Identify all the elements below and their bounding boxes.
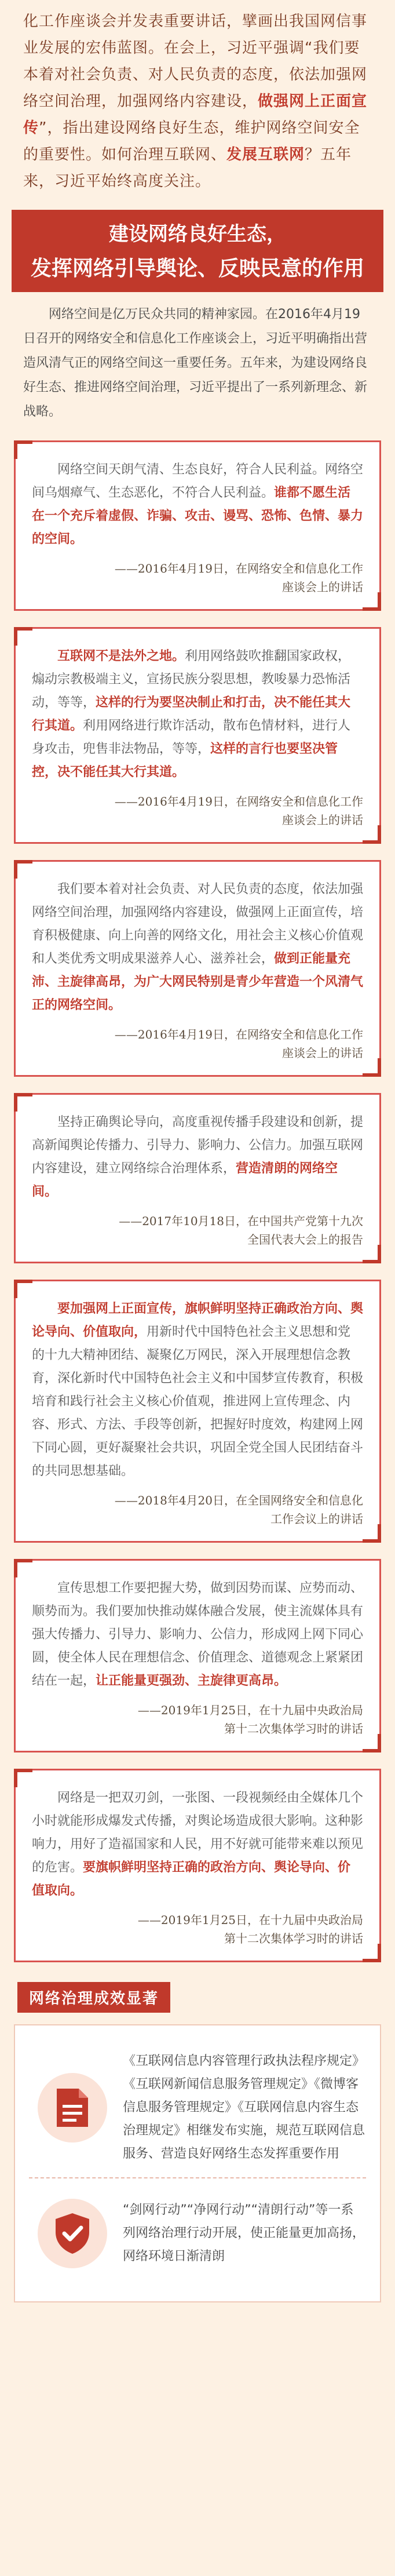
- quote-source: [32, 1025, 363, 1062]
- quote-card: [14, 1769, 381, 1962]
- banner-line-2: 发挥网络引导舆论、反映民意的作用: [30, 257, 364, 280]
- quote-card: [14, 860, 381, 1077]
- section-intro: 网络空间是亿万民众共同的精神家园。在2016年4月19日召开的网络安全和信息化工作座谈会上，习近平明确指出营造风清气正的网络空间这一重要任务。五年来，为建设网络良好生态、推进网络空间治理，习近平提出了一系列新理念、新战略。: [23, 307, 368, 419]
- icon-circle: [38, 2073, 107, 2143]
- quote-emphasis: 互联网不是法外之地。: [57, 649, 185, 664]
- result-text: 《互联网信息内容管理行政执法程序规定》《互联网新闻信息服务管理规定》《微博客信息服务管理规定》《互联网信息内容生态治理规定》相继发布实施，规范互联网信息服务、营造良好网络生态发挥重要作用: [123, 2054, 365, 2161]
- results-tag: 网络治理成效显著: [17, 1982, 170, 2013]
- quote-source: [32, 1491, 363, 1528]
- quote-card: [14, 627, 381, 844]
- corner-decoration: [363, 592, 381, 611]
- quote-source-line: 第十二次集体学习时的讲话: [224, 1932, 363, 1945]
- quote-text: 利用网络鼓吹推翻国家政权，煽动宗教极端主义，宣扬民族分裂思想，教唆暴力恐怖活动，等等，: [32, 649, 351, 710]
- intro-text: 化工作座谈会并发表重要讲话，擘画出我国网信事业发展的宏伟蓝图。在会上，习近平强调“我们要本着对社会负责、对人民负责的态度，依法加强网络空间治理，加强网络内容建设，做强网上正面宣传”，指出建设网络良好生态，维护网络空间安全的重要性。如何治理互联网、发展互联网？五年来，习近平始终高度关注。: [23, 13, 368, 190]
- quote-emphasis: 要加强网上正面宣传，旗帜鲜明坚持正确政治方向、舆论导向、价值取向，: [32, 1302, 364, 1339]
- quote-source-line: 全国代表大会上的报告: [247, 1233, 363, 1247]
- quote-source-line: 座谈会上的讲话: [282, 580, 363, 594]
- quote-source-line: ——2016年4月19日，在网络安全和信息化工作: [114, 562, 363, 575]
- quote-text: 网络空间天朗气清、生态良好，符合人民利益。网络空间乌烟瘴气、生态恶化，不符合人民利益。: [32, 462, 364, 500]
- shield-check-icon: [29, 2190, 116, 2277]
- result-item: [29, 2038, 366, 2177]
- icon-circle: [38, 2199, 107, 2268]
- quote-card: [14, 1280, 381, 1543]
- intro-paragraph: [0, 0, 395, 195]
- quote-text: 用新时代中国特色社会主义思想和党的十九大精神团结、凝聚亿万网民，深入开展理想信念教育，深化新时代中国特色社会主义和中国梦宣传教育，积极培育和践行社会主义核心价值观，推进网上宣传理念、内容、形式、方法、手段等创新，把握好时度效，构建网上网下同心圆，更好凝聚社会共识，巩固全党全国人民团结奋斗的共同思想基础。: [32, 1325, 364, 1478]
- corner-decoration: [14, 627, 32, 646]
- corner-decoration: [14, 1769, 32, 1787]
- quote-body: [32, 1577, 363, 1693]
- corner-decoration: [14, 860, 32, 879]
- document-icon-graphic: [54, 2086, 90, 2129]
- corner-decoration: [363, 1944, 381, 1962]
- document-icon: [29, 2064, 116, 2151]
- quote-source-line: 座谈会上的讲话: [282, 813, 363, 827]
- quote-body: [32, 1111, 363, 1204]
- intro-highlight: 做强网上正面宣传: [23, 93, 368, 137]
- quote-text: 坚持正确舆论导向，高度重视传播手段建设和创新，提高新闻舆论传播力、引导力、影响力、公信力。加强互联网内容建设，建立网络综合治理体系，: [32, 1115, 364, 1176]
- quote-source-line: ——2016年4月19日，在网络安全和信息化工作: [114, 1028, 363, 1041]
- quote-emphasis: 这样的行为要坚决制止和打击，决不能任其大行其道。: [32, 695, 351, 733]
- shield-check-icon-graphic: [53, 2211, 92, 2256]
- quote-body: [32, 1787, 363, 1903]
- quote-card: [14, 1559, 381, 1752]
- quote-emphasis: 这样的言行也要坚决管控，决不能任其大行其道。: [32, 742, 338, 779]
- corner-decoration: [363, 1734, 381, 1752]
- corner-decoration: [363, 1058, 381, 1077]
- quote-text: 宣传思想工作要把握大势，做到因势而谋、应势而动、顺势而为。我们要加快推动媒体融合发展，使主流媒体具有强大传播力、引导力、影响力、公信力，形成网上网下同心圆，使全体人民在理想信念、价值理念、道德观念上紧紧团结在一起，: [32, 1581, 364, 1688]
- quote-card: [14, 440, 381, 611]
- quote-body: [32, 458, 363, 551]
- quote-body: [32, 878, 363, 1017]
- result-text: “剑网行动”“净网行动”“清朗行动”等一系列网络治理行动开展，使正能量更加高扬，网络环境日渐清朗: [123, 2203, 365, 2264]
- corner-decoration: [14, 1093, 32, 1112]
- quote-emphasis: 让正能量更强劲、主旋律更高昂。: [96, 1674, 287, 1688]
- quote-body: [32, 645, 363, 784]
- quote-source-line: ——2016年4月19日，在网络安全和信息化工作: [114, 795, 363, 808]
- quote-source-line: 座谈会上的讲话: [282, 1046, 363, 1060]
- intro-highlight: 发展互联网: [226, 146, 305, 163]
- corner-decoration: [363, 1245, 381, 1263]
- quote-source-line: ——2019年1月25日，在十九届中央政治局: [137, 1913, 363, 1927]
- quote-emphasis: 谁都不愿生活在一个充斥着虚假、诈骗、攻击、谩骂、恐怖、色情、暴力的空间。: [32, 486, 364, 546]
- corner-decoration: [363, 1524, 381, 1543]
- quote-source: [32, 1911, 363, 1948]
- footer-spacer: [0, 2302, 395, 2343]
- quote-text: 网络是一把双刃剑，一张图、一段视频经由全媒体几个小时就能形成爆发式传播，对舆论场造成很大影响。这种影响力，用好了造福国家和人民，用不好就可能带来难以预见的危害。: [32, 1791, 364, 1875]
- results-panel: [14, 2024, 381, 2302]
- quote-source: [32, 1212, 363, 1249]
- corner-decoration: [363, 825, 381, 844]
- quote-source-line: ——2017年10月18日，在中国共产党第十九次: [119, 1214, 363, 1228]
- quote-source-line: ——2018年4月20日，在全国网络安全和信息化: [114, 1493, 363, 1507]
- result-item: [29, 2177, 366, 2289]
- quote-source-line: 第十二次集体学习时的讲话: [224, 1722, 363, 1736]
- quote-source-line: ——2019年1月25日，在十九届中央政治局: [137, 1703, 363, 1717]
- banner-line-1: 建设网络良好生态，: [109, 223, 286, 246]
- quote-source: [32, 1701, 363, 1738]
- quote-source: [32, 559, 363, 596]
- quote-emphasis: 营造清朗的网络空间。: [32, 1161, 338, 1199]
- quote-text: 我们要本着对社会负责、对人民负责的态度，依法加强网络空间治理，加强网络内容建设，做强网上正面宣传，培育积极健康、向上向善的网络文化，用社会主义核心价值观和人类优秀文明成果滋养人心、滋养社会，: [32, 882, 364, 966]
- quote-emphasis: 做到正能量充沛、主旋律高昂，为广大网民特别是青少年营造一个风清气正的网络空间。: [32, 952, 364, 1012]
- quote-text: 利用网络进行欺诈活动，散布色情材料，进行人身攻击，兜售非法物品，等等，: [32, 719, 351, 756]
- quote-body: [32, 1298, 363, 1483]
- corner-decoration: [14, 1559, 32, 1577]
- corner-decoration: [14, 1280, 32, 1298]
- quote-source-line: 工作会议上的讲话: [270, 1512, 363, 1526]
- corner-decoration: [14, 440, 32, 459]
- quote-card: [14, 1093, 381, 1263]
- quote-source: [32, 792, 363, 829]
- quote-emphasis: 要旗帜鲜明坚持正确的政治方向、舆论导向、价值取向。: [32, 1860, 351, 1898]
- section-banner: [12, 210, 383, 292]
